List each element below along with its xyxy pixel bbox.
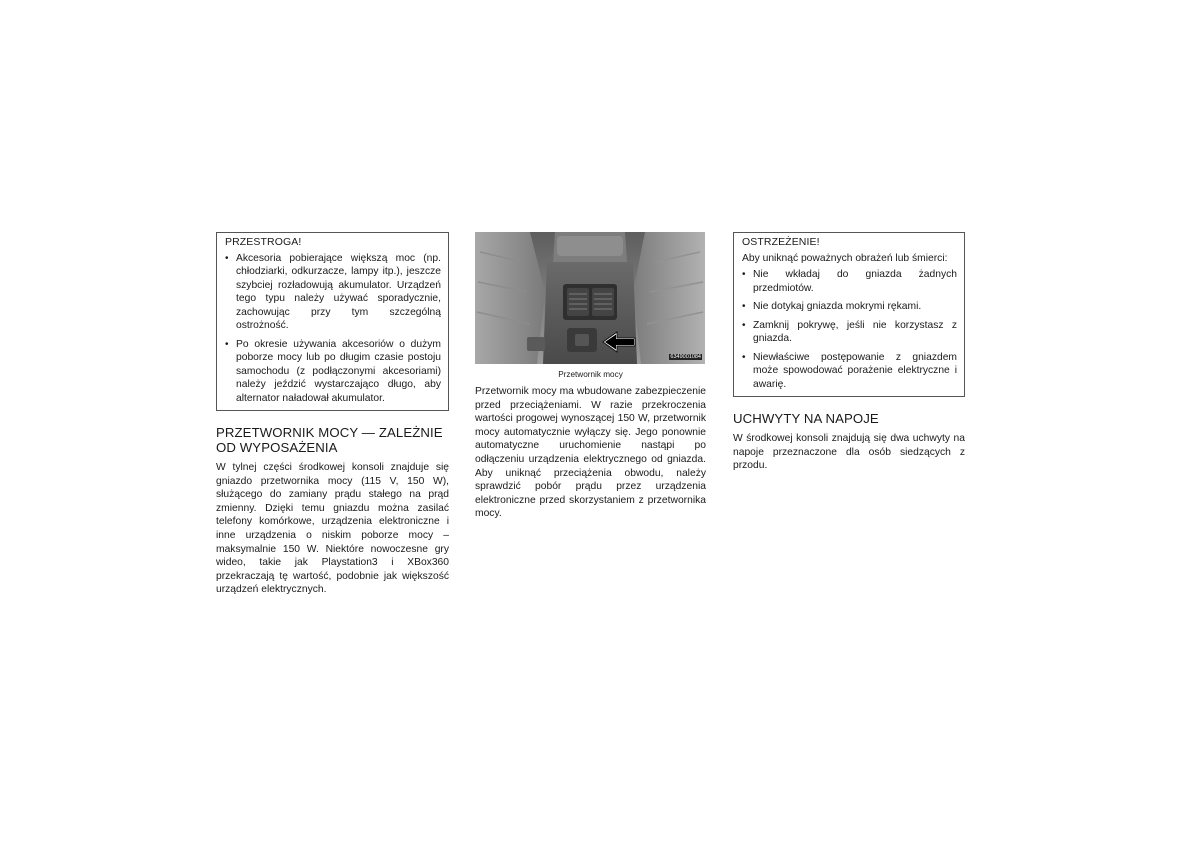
warning-item [742, 319, 957, 346]
bullet-icon: • [742, 301, 746, 312]
bullet-icon: • [742, 351, 746, 363]
warning-item [742, 268, 957, 295]
right-column [733, 232, 965, 473]
bullet-icon: • [742, 319, 746, 331]
warning-item-text: Niewłaściwe postępowanie z gniazdem może spowodować porażenie elektryczne i awarię. [753, 351, 957, 390]
power-inverter-paragraph: W tylnej części środkowej konsoli znajduje się gniazdo przetwornika mocy (115 V, 150 W), służącego do zamiany prądu stałego na prąd zmienny. Dzięki temu gniazdu można zasilać telefony komórkowe, urządzenia elektroniczne i inne urządzenia o niskim poborze mocy – maksymalnie 150 W. Niektóre nowoczesne gry wideo, takie jak Playstation3 i XBox360 przekraczają tę wartość, podobnie jak większość urządzeń elektrycznych. [216, 462, 449, 596]
caution-box [216, 232, 449, 411]
image-code-label: 6349001084 [670, 354, 701, 360]
console-illustration [475, 232, 705, 364]
caution-item [225, 338, 441, 406]
section-heading-power-inverter: PRZETWORNIK MOCY — ZALEŻNIE OD WYPOSAŻENIA [216, 425, 443, 455]
section-heading-cup-holders: UCHWYTY NA NAPOJE [733, 411, 879, 426]
bullet-icon: • [742, 269, 746, 280]
caution-item-text: Akcesoria pobierające większą moc (np. chłodziarki, odkurzacze, lampy itp.), jeszcze szybciej rozładowują akumulator. Urządzeń tego typu należy używać sporadycznie, zachowując przy tym szczególną ostrożność. [236, 252, 441, 331]
middle-column [475, 232, 706, 521]
overload-paragraph: Przetwornik mocy ma wbudowane zabezpieczenie przed przeciążeniami. W razie przekroczenia wartości progowej wynoszącej 150 W, przetwornik mocy automatycznie wyłączy się. Jego ponownie automatyczne uruchomienie nastąpi po odłączeniu urządzenia elektrycznego od gniazda. Aby uniknąć przeciążenia obwodu, należy sprawdzić pobór prądu przez urządzenia elektroniczne przed skorzystaniem z przetwornika mocy. [475, 386, 706, 520]
cup-holders-paragraph: W środkowej konsoli znajdują się dwa uchwyty na napoje przeznaczone dla osób siedzących z przodu. [733, 433, 965, 472]
left-column [216, 232, 449, 597]
photo-caption: Przetwornik mocy [558, 370, 623, 379]
warning-title: OSTRZEŻENIE! [742, 236, 820, 248]
warning-item-text: Nie dotykaj gniazda mokrymi rękami. [753, 301, 922, 312]
warning-item [742, 351, 957, 392]
bullet-icon: • [225, 338, 229, 350]
warning-item [742, 300, 957, 314]
caution-item-text: Po okresie używania akcesoriów o dużym poborze mocy lub po długim czasie postoju samochodu (z podłączonymi akcesoriami) należy jeździć wystarczająco długo, aby alternator naładował akumulator. [236, 338, 441, 404]
caution-item [225, 252, 441, 333]
power-inverter-photo [475, 232, 705, 364]
warning-item-text: Nie wkładaj do gniazda żadnych przedmiotów. [753, 269, 957, 294]
warning-intro: Aby uniknąć poważnych obrażeń lub śmierci: [742, 252, 948, 264]
bullet-icon: • [225, 252, 229, 264]
warning-box [733, 232, 965, 397]
warning-item-text: Zamknij pokrywę, jeśli nie korzystasz z gniazda. [753, 319, 957, 344]
caution-title: PRZESTROGA! [225, 236, 302, 248]
